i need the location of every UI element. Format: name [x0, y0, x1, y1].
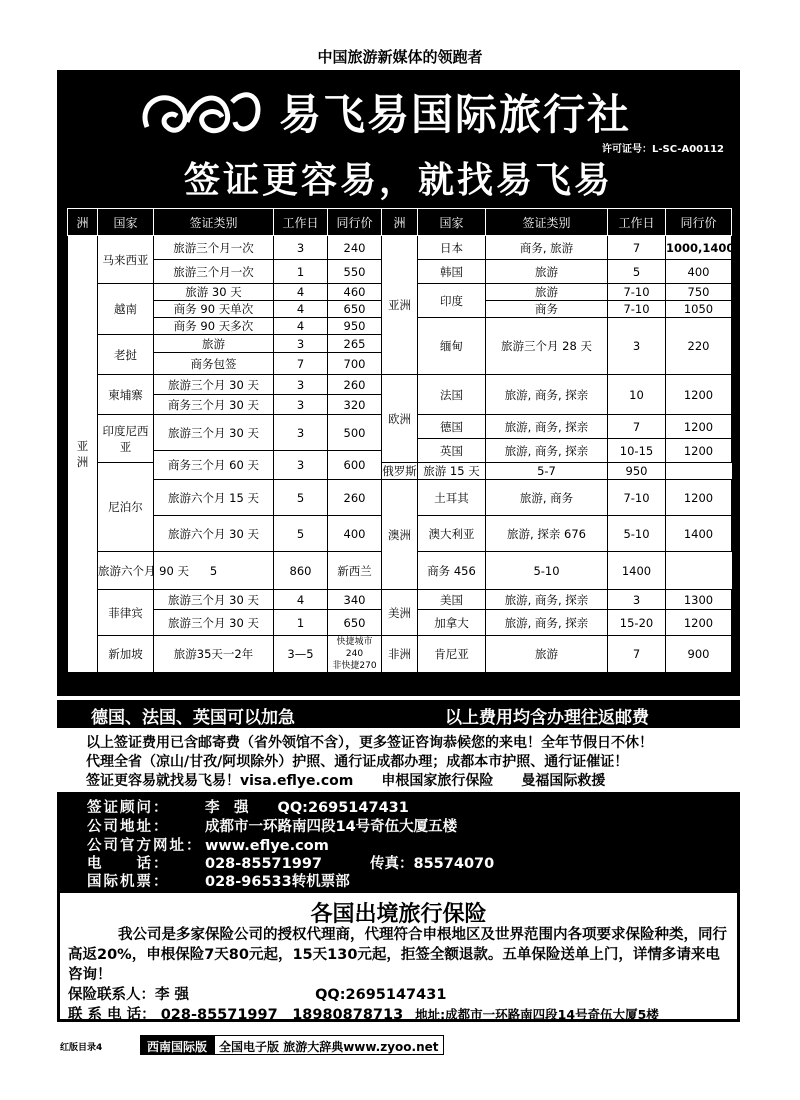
- country-cell: 马来西亚: [98, 236, 154, 284]
- note-line: 以上签证费用已含邮寄费（省外领馆不含），更多签证咨询恭候您的来电！全年节假日不休！: [86, 735, 653, 751]
- postage-note: 以上费用均含办理往返邮费: [445, 708, 649, 728]
- slogan: 签证更容易，就找易飞易: [183, 160, 613, 201]
- insurance-title: 各国出境旅行保险: [310, 902, 487, 927]
- col-header: 国家: [418, 209, 486, 236]
- table-row: 旅游三个月一次 1 550 韩国 旅游 5 400: [68, 260, 732, 284]
- continent-africa: 非洲: [382, 636, 418, 673]
- continent-oceania: 澳洲: [382, 480, 418, 590]
- col-header: 工作日: [274, 209, 328, 236]
- col-header: 同行价: [666, 209, 732, 236]
- contact-phone: 电 话： 028-85571997 传真：85574070: [87, 856, 495, 872]
- license-number: 许可证号：L-SC-A00112: [602, 144, 724, 155]
- table-row: 商务三个月 60 天 3 600: [68, 451, 732, 463]
- table-row: 旅游六个月 30 天 5 400 澳大利亚 旅游, 探亲 676 5-10 1400: [68, 516, 732, 552]
- table-row: 旅游三个月 30 天 1 650 加拿大 旅游, 商务, 探亲 15-20 1200: [68, 610, 732, 636]
- table-row: 商务三个月 30 天 3 320: [68, 395, 732, 415]
- catalog-tag: 红版目录4: [60, 1043, 103, 1053]
- country-cell: 老挝: [98, 335, 154, 375]
- urgent-note: 德国、法国、英国可以加急: [91, 708, 295, 728]
- insurance-contact: 保险联系人：李 强 QQ:2695147431: [68, 987, 447, 1003]
- notes: [86, 734, 746, 791]
- country-cell: 尼泊尔: [98, 463, 154, 552]
- note-line: 代理全省（凉山/甘孜/阿坝除外）护照、通行证成都办理；成都本市护照、通行证催证！: [86, 754, 629, 770]
- edition-link[interactable]: 全国电子版 旅游大辞典www.zyoo.net: [214, 1035, 444, 1055]
- continent-america: 美洲: [382, 590, 418, 636]
- col-header: 洲: [68, 209, 98, 236]
- brand-name: 易飞易国际旅行社: [279, 90, 632, 139]
- table-row: 印度尼西亚 旅游三个月 30 天 3 500 德国 旅游, 商务, 探亲 7 1200: [68, 415, 732, 439]
- col-header: 签证类别: [486, 209, 608, 236]
- urgent-bar: [57, 700, 740, 728]
- contact-panel: [57, 792, 740, 890]
- country-cell: 印度尼西亚: [98, 415, 154, 463]
- insurance-box: [57, 890, 740, 1022]
- contact-website: 公司官方网址： www.eflye.com: [87, 838, 329, 854]
- table-row: 柬埔寨 旅游三个月 30 天 3 260 欧洲 法国 旅游, 商务, 探亲 10 1200: [68, 375, 732, 395]
- table-row: 新加坡 旅游35天一2年 3—5 快捷城市240 非快捷270 非洲 肯尼亚 旅游 7 900: [68, 636, 732, 673]
- country-cell: 新加坡: [98, 636, 154, 673]
- logo-icon: [137, 82, 267, 142]
- visa-table-frame: [57, 206, 740, 696]
- country-cell: 菲律宾: [98, 590, 154, 636]
- table-row: 老挝 旅游 3 265: [68, 335, 732, 353]
- table-row: 亚 洲 马来西亚 旅游三个月一次 3 240 亚洲 日本 商务, 旅游 7 1000,1400: [68, 236, 732, 260]
- country-cell: 越南: [98, 284, 154, 335]
- col-header: 国家: [98, 209, 154, 236]
- table-row: 英国 旅游, 商务, 探亲 10-15 1200: [68, 439, 732, 451]
- insurance-body: 我公司是多家保险公司的授权代理商，代理符合申根地区及世界范围内各项要求保险种类，同行高返20%，申根保险7天80元起，15天130元起，拒签全额退款。五单保险送单上门，详情多请来电咨询！: [68, 927, 727, 983]
- table-row: 越南 旅游 30 天 4 460 印度 旅游 7-10 750: [68, 284, 732, 301]
- insurance-phone: 联 系 电 话： 028-85571997 18980878713 地址:成都市一环路南四段14号奇伍大厦5楼: [68, 1007, 659, 1023]
- edition-banner: [140, 1035, 444, 1055]
- continent-europe: 欧洲: [382, 375, 418, 463]
- edition-label: 西南国际版: [140, 1035, 214, 1055]
- note-line: 签证更容易就找易飞易！visa.eflye.com 申根国家旅行保险 曼福国际救援: [86, 773, 606, 789]
- col-header: 工作日: [608, 209, 666, 236]
- table-row: 商务 90 天单次 4 650 商务 7-10 1050: [68, 301, 732, 318]
- col-header: 洲: [382, 209, 418, 236]
- header-banner: [57, 70, 740, 206]
- continent-asia-left: 亚 洲: [68, 236, 98, 673]
- tagline: 中国旅游新媒体的领跑者: [317, 48, 483, 66]
- col-header: 签证类别: [154, 209, 274, 236]
- contact-air-ticket: 国际机票： 028-96533转机票部: [87, 874, 350, 890]
- table-row: 商务 90 天多次 4 950 缅甸 旅游三个月 28 天 3 220: [68, 318, 732, 335]
- table-row: 旅游六个月 15 天 5 260 澳洲 土耳其 旅游, 商务 7-10 1200: [68, 480, 732, 516]
- table-header: [68, 209, 732, 236]
- table-row: 尼泊尔 俄罗斯 旅游 15 天 5-7 950: [68, 463, 732, 480]
- table-row: 旅游六个月 90 天 5 860 新西兰 商务 456 5-10 1400: [68, 552, 732, 590]
- contact-address: 公司地址： 成都市一环路南四段14号奇伍大厦五楼: [87, 819, 458, 835]
- contact-advisor: 签证顾问： 李 强 QQ:2695147431: [87, 800, 409, 816]
- country-cell: 柬埔寨: [98, 375, 154, 415]
- table-row: 商务包签 7 700: [68, 353, 732, 375]
- visa-price-table: [67, 208, 735, 673]
- continent-asia-right: 亚洲: [382, 236, 418, 375]
- col-header: 同行价: [328, 209, 382, 236]
- table-row: 菲律宾 旅游三个月 30 天 4 340 美洲 美国 旅游, 商务, 探亲 3 1300: [68, 590, 732, 610]
